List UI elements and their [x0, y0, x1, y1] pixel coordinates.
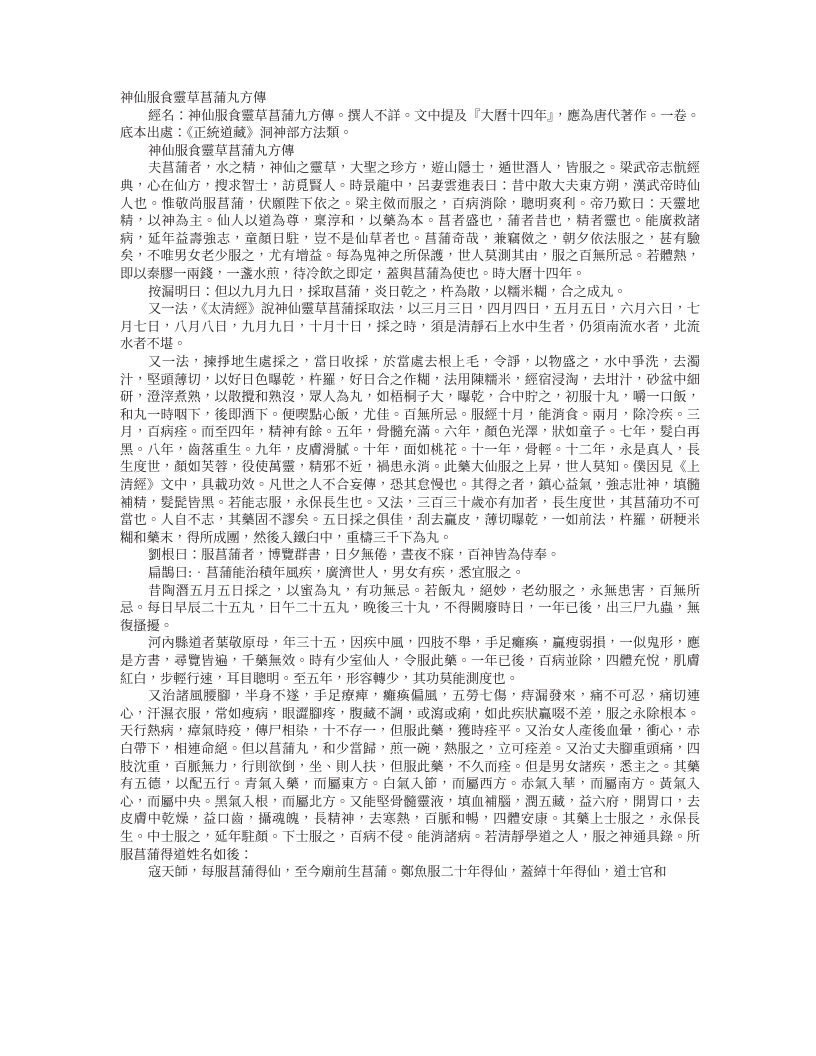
- immortals-list-paragraph: 寇天師，每服菖蒲得仙，至今廟前生菖蒲。鄭魚服二十年得仙，蓋綽十年得仙，道士官和: [148, 865, 667, 881]
- method-loumingri-paragraph: 按漏明曰：但以九月九日，採取菖蒲，炎日乾之，杵為散，以糯米糊，合之成丸。: [148, 284, 627, 300]
- bibliographic-note-paragraph: 經名：神仙服食靈草菖蒲九方傳。撰人不詳。文中提及『大曆十四年』，應為唐代著作。一卷。底本出處：《正統道藏》洞神部方法類。: [120, 108, 700, 142]
- indications-paragraph: 又治諸風腰腳，半身不遂，手足療痺，癱瘓偏風，五勞七傷，痔漏發來，痛不可忍，痛切連心，汗濕衣服，常如瘦病，眼澀腳疼，腹藏不調，或瀉或痢，如此疾狀贏啜不差，服之永除根本。天行熱病，瘴氣時疫，傳尸相染，十不存一，但服此藥，獲時痊平。又治女人產後血暈，衝心，赤白帶下，相連命絕。但以菖蒲丸，和少當歸，煎一碗，熱服之，立可痊差。又治丈夫腳重頭痛，四肢沈重，百脈無力，行則欲倒，坐、則人扶，但服此藥，不久而痊。但是男女諸疾，悉主之。其藥有五德，以配五行。青氣入藥，而屬東方。白氣入節，而屬西方。赤氣入華，而屬南方。黃氣入心，而屬中央。黑氣入根，而屬北方。又能堅骨髓靈液，填血補腦，潤五藏，益六府，開胃口，去皮膚中乾燥，益口齒，攝魂魄，長精神，去寒熱，百脈和暢，四體安康。其藥上士服之，永保長生。中士服之，延年駐顏。下士服之，百病不侵。能消諸病。若清靜學道之人，服之神通具錄。所服菖蒲得道姓名如後：: [120, 689, 700, 863]
- method-preparation-paragraph: 又一法，揀掙地生處採之，當日收採，於當處去根上毛，令諍，以物盛之，水中爭洗，去濁汁，堅頭薄切，以好日色曝乾，杵羅，好日合之作糊，法用陳糯米，經宿浸淘，去坩汁，砂盆中細研，澄滓煮熟，以散攪和熟沒，眾人為丸，如梧桐子大，曝乾，合中貯之，初服十丸，嚼一口飯，和丸一時咽下，後即酒下。便喫點心飯，尤佳。百無所忌。服經十月，能消食。兩月，除冷疾。三月，百病痊。而至四年，精神有餘。五年，骨髓充滿。六年，顏色光澤，狀如童子。七年，髮白再黑。八年，齒落重生。九年，皮膚滑膩。十年，面如桃花。十一年，骨輕。十二年，永是真人，長生度世，顏如芙蓉，役使萬靈，精邪不近，禍患永消。此藥大仙服之上昇，世人莫知。僕因見《上清經》文中，具載功效。凡世之人不合妄傳，恐其怠慢也。其得之者，鎮心益氣，強志壯神，填髓補精，髮髭皆黑。若能志服，永保長生也。又法，三百三十歲亦有加者，長生度世，其菖蒲功不可當也。人自不志，其藥固不謬矣。五日採之俱佳，刮去贏皮，薄切曝乾，一如前法，杵羅，研粳米糊和藥末，得所成團，然後入鐵臼中，重檮三千下為丸。: [120, 354, 700, 546]
- document-text-column: [120, 90, 700, 882]
- case-taoqian-paragraph: 昔陶潛五月五日採之，以蜜為丸，有功無忌。若飯丸，絕妙，老幼服之，永無患害，百無所忌。每日早辰二十五丸，日午二十五丸，晚後三十丸，不得闕廢時日，一年已後，出三尸九蟲，無復搔擾。: [120, 583, 700, 634]
- method-taiqingjing-paragraph: 又一法，《太清經》說神仙靈草菖蒲採取法，以三月三日，四月四日，五月五日，六月六日，七月七日，八月八日，九月九日，十月十日，採之時，須是清靜石上水中生者，仍須南流水者，北流水者不堪。: [120, 302, 700, 353]
- quote-bianque-paragraph: 扁鵲曰:．菖蒲能治積年風疾，廣濟世人，男女有疾，悉宜服之。: [148, 566, 525, 582]
- document-title-heading: 神仙服食靈草菖蒲丸方傳: [120, 91, 267, 106]
- quote-liugen-paragraph: 劉根曰：服菖蒲者，博覽群書，日夕無倦，晝夜不寐，百神皆為侍奉。: [148, 548, 561, 564]
- inner-title-paragraph: 神仙服食靈草菖蒲丸方傳: [148, 143, 295, 159]
- preface-paragraph: 夫菖蒲者，水之精，神仙之靈草，大聖之珍方，遊山隱士，遁世潛人，皆服之。梁武帝志骯經典，心在仙方，搜求智士，訪覓賢人。時景龍中，呂妻雲進表曰：昔中散大夫東方朔，漢武帝時仙人也。惟敬尚服菖蒲，伏願陛下依之。梁主傚而服之，百病消除，聰明爽利。帝乃歎曰：天靈地精，以神為主。仙人以道為尊，稟淳和，以藥為本。菖者盛也，蒲者昔也，精者靈也。能廣救諸病，延年益壽強志，童顏日駐，豈不是仙草者也。菖蒲奇哉，兼竊傚之，朝夕依法服之，甚有驗矣，不唯男女老少服之，尤有增益。每為鬼神之所保護，世人莫測其由，服之百無所忌。若體熱，即以秦膠一兩錢，一盞水煎，待冷飲之即定，蓋與菖蒲為使也。時大曆十四年。: [120, 161, 700, 282]
- case-yejingyuan-paragraph: 河內縣道者葉敬原母，年三十五，因疾中風，四肢不舉，手足癱瘓，贏瘦弱損，一似鬼形，應是方書，尋覽皆遍，千藥無效。時有少室仙人，令服此藥。一年已後，百病並除，四體充悅，肌膚紅白，步輕行速，耳目聰明。至五年，形容轉少，其功莫能測度也。: [120, 636, 700, 687]
